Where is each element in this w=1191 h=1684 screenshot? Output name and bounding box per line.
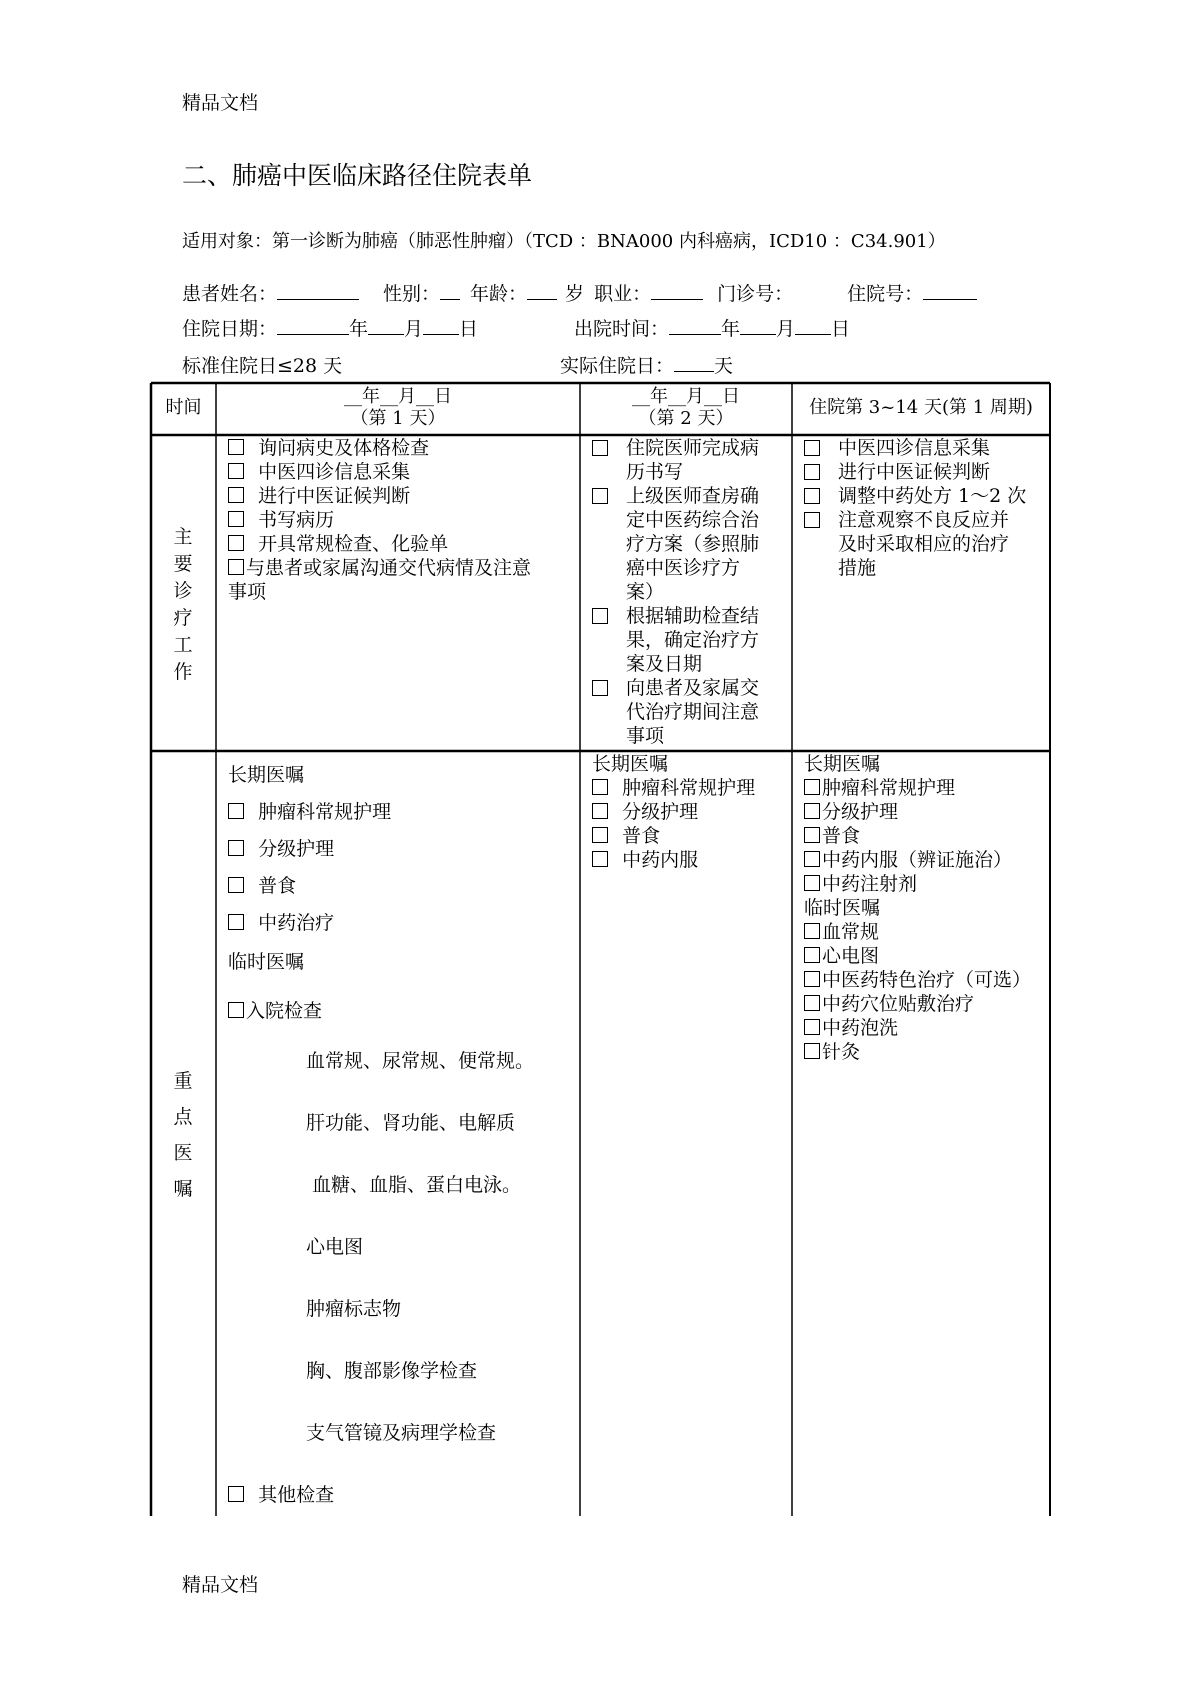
work-item-line: 根据辅助检查结	[626, 605, 760, 627]
order-item-label: 中药注射剂	[822, 873, 918, 895]
checkbox[interactable]	[228, 439, 244, 455]
day-label: 日	[831, 318, 851, 340]
admit-day-field[interactable]	[423, 315, 459, 335]
order-item[interactable]	[804, 1016, 1048, 1040]
page-footer: 精品文档	[182, 1574, 259, 1596]
work-item[interactable]	[592, 436, 788, 484]
checkbox[interactable]	[804, 923, 820, 939]
order-item-label: 中药穴位贴敷治疗	[822, 993, 975, 1015]
day-label: 日	[459, 318, 479, 340]
work-item-label: 开具常规检查、化验单	[258, 533, 449, 555]
order-item-label: 针灸	[822, 1041, 861, 1063]
checkbox[interactable]	[228, 1002, 244, 1018]
checkbox[interactable]	[592, 827, 608, 843]
order-item[interactable]	[804, 872, 1048, 896]
day1-date: __年__月__日	[344, 386, 452, 407]
work-item[interactable]	[228, 484, 578, 508]
checkbox[interactable]	[228, 914, 244, 930]
sex-field[interactable]	[440, 280, 460, 300]
work-item-line: 向患者及家属交	[626, 677, 760, 699]
work-item-line: 中医四诊信息采集	[838, 437, 991, 459]
temp-label: 临时医嘱	[228, 951, 305, 973]
check-item: 胸、腹部影像学检查	[306, 1360, 478, 1382]
order-item-label: 中药泡洗	[822, 1017, 899, 1039]
other-check-label: 其他检查	[258, 1484, 335, 1506]
orders-day1	[228, 763, 578, 1507]
name-field[interactable]	[277, 280, 359, 300]
order-item[interactable]	[228, 874, 578, 911]
checkbox[interactable]	[804, 971, 820, 987]
order-item[interactable]	[804, 848, 1048, 872]
checkbox[interactable]	[228, 535, 244, 551]
long-term-label: 长期医嘱	[228, 764, 305, 786]
work-item[interactable]	[804, 460, 1048, 484]
work-item-line: 进行中医证候判断	[838, 461, 991, 483]
order-item[interactable]	[804, 992, 1048, 1016]
checkbox[interactable]	[592, 488, 608, 504]
order-item-label: 肿瘤科常规护理	[622, 777, 756, 799]
day2-label: （第 2 天）	[638, 408, 734, 429]
year-label: 年	[721, 318, 741, 340]
order-item[interactable]	[228, 800, 578, 837]
admit-label: 住院日期：	[182, 318, 278, 340]
main-work-char: 工	[173, 634, 193, 656]
order-item[interactable]	[592, 776, 788, 800]
order-item-label: 分级护理	[822, 801, 899, 823]
job-field[interactable]	[651, 280, 703, 300]
order-item-label: 中药内服（辨证施治）	[822, 849, 1013, 871]
admit-check-item[interactable]	[228, 999, 578, 1049]
actual-unit: 天	[714, 355, 734, 377]
checkbox[interactable]	[804, 995, 820, 1011]
work-item-line: 注意观察不良反应并	[838, 509, 1010, 531]
work-item-line: 案）	[626, 581, 665, 603]
order-item-label: 肿瘤科常规护理	[822, 777, 956, 799]
admit-check-label: 入院检查	[246, 1000, 323, 1022]
day2-header	[580, 386, 792, 430]
work-item-line: 定中医药综合治	[626, 509, 760, 531]
checkbox[interactable]	[804, 851, 820, 867]
checkbox[interactable]	[592, 608, 608, 624]
work-item[interactable]	[592, 676, 788, 748]
key-orders-char: 点	[173, 1106, 193, 1128]
checkbox[interactable]	[592, 851, 608, 867]
checkbox[interactable]	[804, 1043, 820, 1059]
key-orders-label	[168, 1063, 198, 1207]
work-item-label: 中医四诊信息采集	[258, 461, 411, 483]
time-header: 时间	[165, 397, 202, 418]
checkbox[interactable]	[804, 440, 820, 456]
order-item[interactable]	[592, 800, 788, 824]
scope-line: 适用对象：第一诊断为肺癌（肺恶性肿瘤）（TCD ：BNA000 内科癌病，ICD10 ：C34.901）	[182, 231, 946, 252]
admit-year-field[interactable]	[277, 315, 349, 335]
discharge-month-field[interactable]	[740, 315, 776, 335]
main-work-day1	[228, 436, 578, 604]
checkbox[interactable]	[228, 877, 244, 893]
work-item-label: 询问病史及体格检查	[258, 437, 430, 459]
checkbox[interactable]	[804, 875, 820, 891]
discharge-day-field[interactable]	[795, 315, 831, 335]
work-item-line: 上级医师查房确	[626, 485, 760, 507]
checkbox[interactable]	[592, 680, 608, 696]
main-work-char: 诊	[173, 580, 193, 602]
work-item[interactable]	[228, 556, 578, 580]
work-item[interactable]	[804, 508, 1048, 580]
checkbox[interactable]	[228, 559, 244, 575]
work-item[interactable]	[804, 436, 1048, 460]
checkbox[interactable]	[804, 512, 820, 528]
order-item[interactable]	[804, 944, 1048, 968]
main-work-label	[168, 522, 198, 684]
order-item-label: 普食	[622, 825, 661, 847]
work-item-label: 书写病历	[258, 509, 335, 531]
order-item-label: 分级护理	[622, 801, 699, 823]
order-item[interactable]	[804, 776, 1048, 800]
order-item[interactable]	[592, 848, 788, 872]
work-item[interactable]	[592, 484, 788, 604]
work-item-cont: 事项	[228, 581, 267, 603]
work-item-line: 代治疗期间注意	[626, 701, 760, 723]
actual-field[interactable]	[674, 352, 714, 372]
admit-month-field[interactable]	[368, 315, 404, 335]
key-orders-char: 重	[173, 1070, 193, 1092]
order-item[interactable]	[592, 824, 788, 848]
age-label: 年龄：	[470, 283, 528, 305]
order-item-label: 普食	[258, 875, 297, 897]
checkbox[interactable]	[228, 463, 244, 479]
work-item-line: 案及日期	[626, 653, 703, 675]
check-item: 血糖、血脂、蛋白电泳。	[306, 1174, 522, 1196]
checkbox[interactable]	[804, 464, 820, 480]
long-term-label: 长期医嘱	[592, 753, 669, 775]
order-item-label: 普食	[822, 825, 861, 847]
key-orders-char: 嘱	[173, 1178, 193, 1200]
checkbox[interactable]	[804, 1019, 820, 1035]
order-item[interactable]	[804, 800, 1048, 824]
work-item-line: 及时采取相应的治疗	[838, 533, 1010, 555]
order-item[interactable]	[804, 920, 1048, 944]
check-item: 心电图	[306, 1236, 364, 1258]
work-item-line: 住院医师完成病	[626, 437, 760, 459]
name-label: 患者姓名：	[182, 283, 278, 305]
patient-info-row	[182, 279, 977, 306]
month-label: 月	[404, 318, 424, 340]
check-item: 肿瘤标志物	[306, 1298, 402, 1320]
inpatient-field[interactable]	[923, 280, 977, 300]
order-item[interactable]	[804, 824, 1048, 848]
main-work-char: 要	[173, 553, 193, 575]
order-item[interactable]	[804, 968, 1048, 992]
checkbox[interactable]	[804, 947, 820, 963]
work-item-line: 疗方案（参照肺	[626, 533, 760, 555]
key-orders-char: 医	[173, 1142, 193, 1164]
checkbox[interactable]	[228, 487, 244, 503]
orders-day2	[592, 752, 788, 872]
form-title: 二、肺癌中医临床路径住院表单	[182, 161, 533, 190]
work-item-line: 措施	[838, 557, 877, 579]
work-item-label: 与患者或家属沟通交代病情及注意	[246, 557, 532, 579]
work-item[interactable]	[228, 460, 578, 484]
order-item-label: 血常规	[822, 921, 880, 943]
checkbox[interactable]	[804, 488, 820, 504]
sex-label: 性别：	[383, 283, 441, 305]
checkbox[interactable]	[228, 803, 244, 819]
order-item-label: 中药内服	[622, 849, 699, 871]
work-item[interactable]	[228, 508, 578, 532]
check-item: 支气管镜及病理学检查	[306, 1422, 497, 1444]
discharge-label: 出院时间：	[574, 318, 670, 340]
age-unit: 岁	[565, 283, 585, 305]
main-work-char: 疗	[173, 607, 193, 629]
work-item[interactable]	[804, 484, 1048, 508]
order-item-label: 分级护理	[258, 838, 335, 860]
order-item[interactable]	[228, 837, 578, 874]
discharge-date-row	[574, 314, 850, 341]
work-item-line: 癌中医诊疗方	[626, 557, 741, 579]
checkbox[interactable]	[228, 1486, 244, 1502]
main-work-day3-14	[804, 436, 1048, 580]
std-stay: 标准住院日≤28 天	[182, 355, 343, 377]
checkbox[interactable]	[592, 779, 608, 795]
order-item-label: 中药治疗	[258, 912, 335, 934]
day2-date: __年__月__日	[632, 386, 740, 407]
main-work-char: 作	[173, 661, 193, 683]
checkbox[interactable]	[592, 803, 608, 819]
day1-header	[216, 386, 580, 430]
work-item[interactable]	[228, 436, 578, 460]
work-item-line: 调整中药处方 1～2 次	[838, 485, 1027, 507]
work-item[interactable]	[592, 604, 788, 676]
order-item-label: 心电图	[822, 945, 880, 967]
order-item-label: 肿瘤科常规护理	[258, 801, 392, 823]
checkbox[interactable]	[228, 840, 244, 856]
work-item-line: 事项	[626, 725, 665, 747]
main-work-char: 主	[173, 526, 193, 548]
check-item: 血常规、尿常规、便常规。	[306, 1050, 535, 1072]
checkbox[interactable]	[228, 511, 244, 527]
checkbox[interactable]	[804, 779, 820, 795]
day1-label: （第 1 天）	[350, 408, 446, 429]
clinic-label: 门诊号：	[717, 283, 794, 305]
actual-label: 实际住院日：	[560, 355, 675, 377]
day3-14-header: 住院第 3~14 天(第 1 周期)	[809, 397, 1033, 418]
check-item: 肝功能、肾功能、电解质	[306, 1112, 516, 1134]
orders-day3-14	[804, 752, 1048, 1064]
work-item-line: 历书写	[626, 461, 684, 483]
temp-label: 临时医嘱	[804, 897, 881, 919]
other-check-item[interactable]	[228, 1483, 578, 1507]
actual-stay-row	[560, 351, 733, 378]
order-item[interactable]	[804, 1040, 1048, 1064]
checkbox[interactable]	[804, 827, 820, 843]
order-item-label: 中医药特色治疗（可选）	[822, 969, 1032, 991]
checkbox[interactable]	[804, 803, 820, 819]
order-item[interactable]	[228, 911, 578, 948]
work-item-line: 果，确定治疗方	[626, 629, 760, 651]
year-label: 年	[349, 318, 369, 340]
long-term-label: 长期医嘱	[804, 753, 881, 775]
inpatient-label: 住院号：	[847, 283, 924, 305]
discharge-year-field[interactable]	[669, 315, 721, 335]
admit-date-row	[182, 314, 478, 341]
checkbox[interactable]	[592, 440, 608, 456]
job-label: 职业：	[594, 283, 652, 305]
month-label: 月	[776, 318, 796, 340]
age-field[interactable]	[527, 280, 557, 300]
main-work-day2	[592, 436, 788, 748]
work-item[interactable]	[228, 532, 578, 556]
work-item-label: 进行中医证候判断	[258, 485, 411, 507]
page-header: 精品文档	[182, 92, 259, 114]
